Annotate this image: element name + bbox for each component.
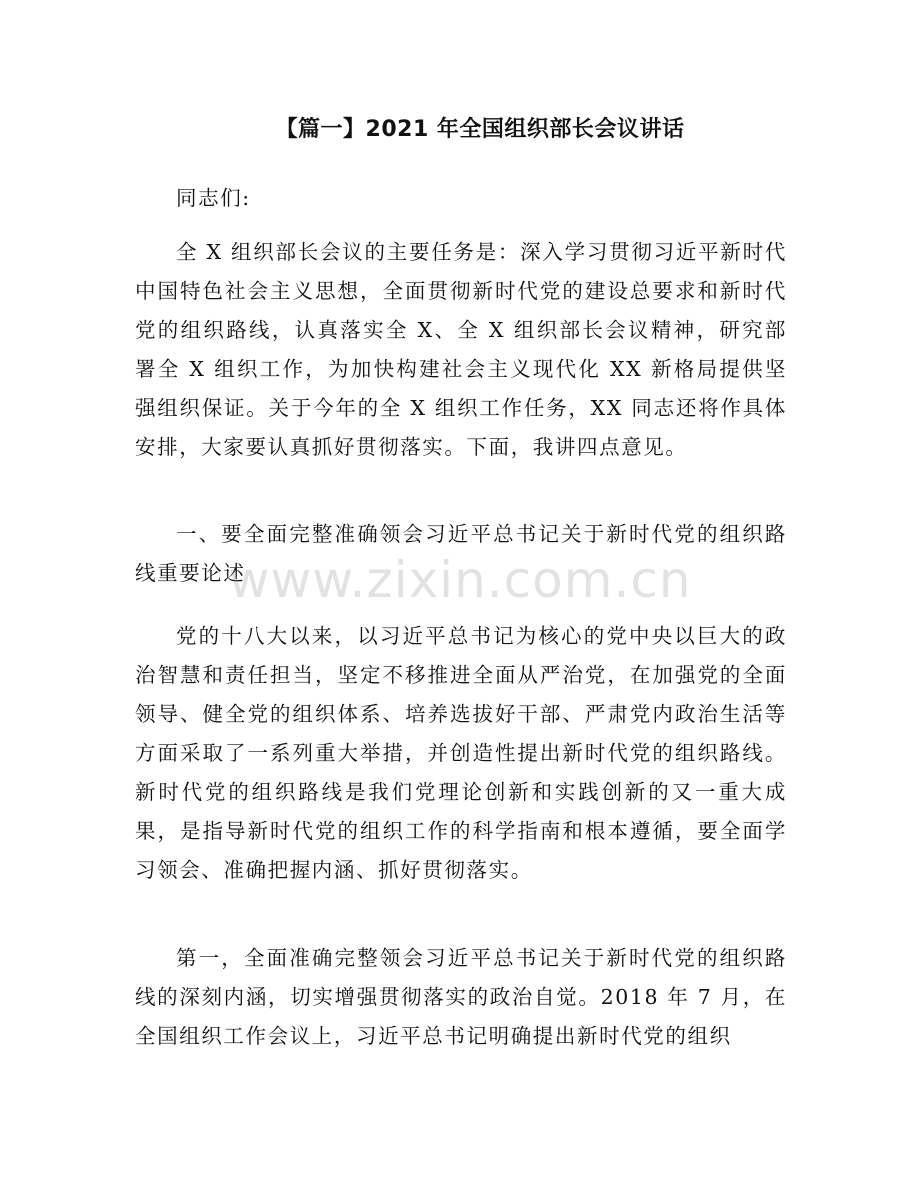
body-paragraph-2: 党的十八大以来，以习近平总书记为核心的党中央以巨大的政治智慧和责任担当，坚定不移推进全面从严治党，在加强党的全面领导、健全党的组织体系、培养选拔好干部、严肃党内政治生活等方面采取了一系列重大举措，并创造性提出新时代党的组织路线。新时代党的组织路线是我们党理论创新和实践创新的又一重大成果，是指导新时代党的组织工作的科学指南和根本遵循，要全面学习领会、准确把握内涵、抓好贯彻落实。 xyxy=(135,624,787,882)
document-title: 【篇一】2021 年全国组织部长会议讲话 xyxy=(275,117,685,142)
body-paragraph-intro: 全 X 组织部长会议的主要任务是：深入学习贯彻习近平新时代中国特色社会主义思想，全面贯彻新时代党的建设总要求和新时代党的组织路线，认真落实全 X、全 X 组织部长会议精神，研究部署全 X 组织工作，为加快构建社会主义现代化 XX 新格局提供坚强组织保证。关于今年的全 X 组织工作任务，XX 同志还将作具体安排，大家要认真抓好贯彻落实。下面，我讲四点意见。 xyxy=(135,240,787,459)
body-paragraph-3: 第一，全面准确完整领会习近平总书记关于新时代党的组织路线的深刻内涵，切实增强贯彻落实的政治自觉。2018 年 7 月，在全国组织工作会议上，习近平总书记明确提出新时代党的组织 xyxy=(135,946,787,1048)
section-heading-1: 一、要全面完整准确领会习近平总书记关于新时代党的组织路线重要论述 xyxy=(135,522,787,585)
watermark-text: www.zixin.com.cn xyxy=(228,551,692,609)
greeting-paragraph: 同志们: xyxy=(176,186,251,210)
